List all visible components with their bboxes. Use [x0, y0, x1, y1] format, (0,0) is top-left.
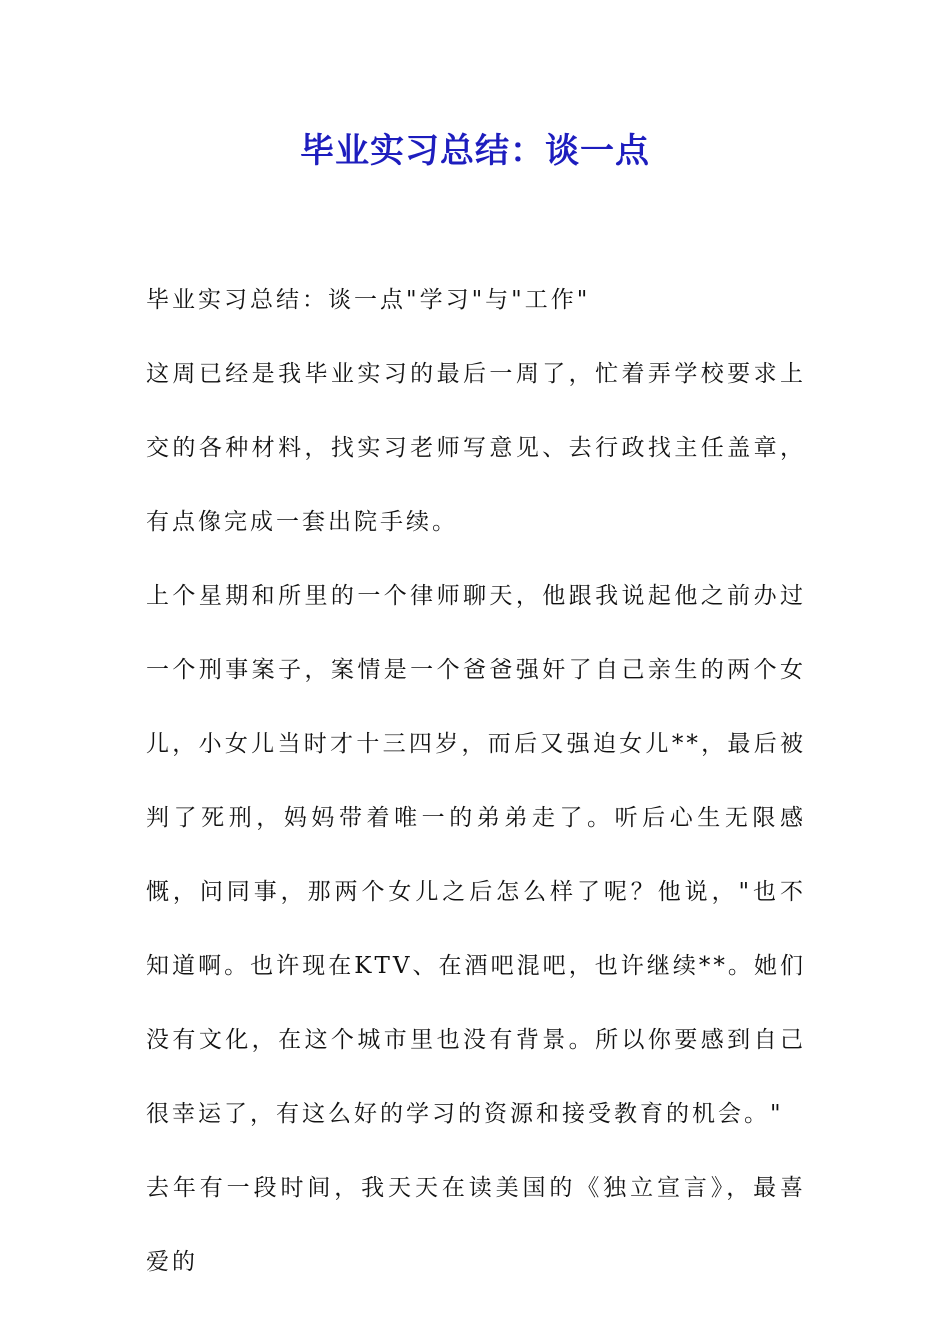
- subtitle-paragraph: 毕业实习总结：谈一点"学习"与"工作": [146, 287, 591, 313]
- document-body: [146, 263, 806, 1299]
- body-paragraph: 去年有一段时间，我天天在读美国的《独立宣言》，最喜爱的: [146, 1175, 806, 1275]
- body-paragraph: 这周已经是我毕业实习的最后一周了，忙着弄学校要求上交的各种材料，找实习老师写意见、去行政找主任盖章，有点像完成一套出院手续。: [146, 361, 806, 535]
- body-paragraph: 上个星期和所里的一个律师聊天，他跟我说起他之前办过一个刑事案子，案情是一个爸爸强奸了自己亲生的两个女儿，小女儿当时才十三四岁，而后又强迫女儿**，最后被判了死刑，妈妈带着唯一的弟弟走了。听后心生无限感慨，问同事，那两个女儿之后怎么样了呢？他说，"也不知道啊。也许现在KTV、在酒吧混吧，也许继续**。她们没有文化，在这个城市里也没有背景。所以你要感到自己很幸运了，有这么好的学习的资源和接受教育的机会。": [146, 583, 806, 1127]
- document-title: 毕业实习总结：谈一点: [300, 131, 650, 171]
